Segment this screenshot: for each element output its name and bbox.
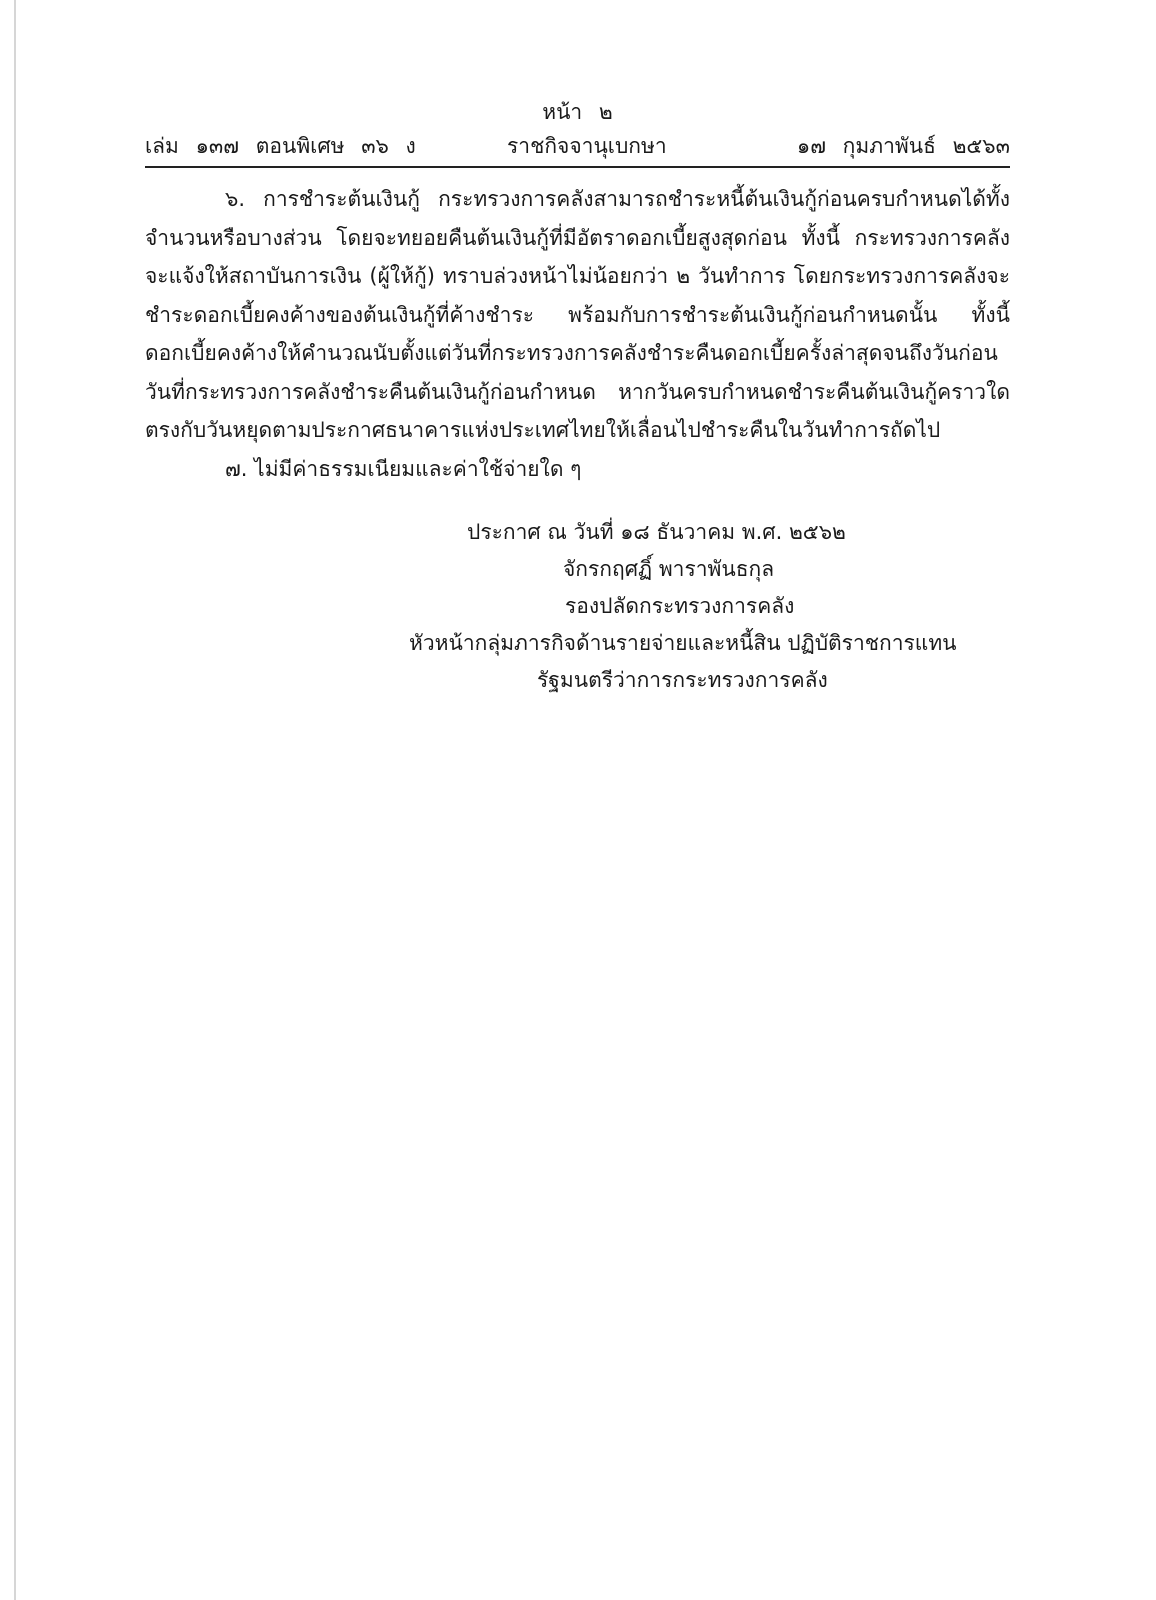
page-number: หน้า ๒ [542, 100, 613, 124]
minister-title: รัฐมนตรีว่าการกระทรวงการคลัง [537, 668, 828, 692]
volume-info: เล่ม ๑๓๗ ตอนพิเศษ ๓๖ ง [145, 134, 416, 158]
gazette-page [145, 96, 1010, 714]
publication-name: ราชกิจจานุเบกษา [507, 134, 667, 158]
page-edge [14, 0, 16, 1600]
gazette-header [145, 128, 1010, 164]
publication-date: ๑๗ กุมภาพันธ์ ๒๕๖๓ [796, 134, 1010, 158]
signature-block [145, 514, 1010, 714]
paragraph-7: ๗. ไม่มีค่าธรรมเนียมและค่าใช้จ่ายใด ๆ [225, 456, 582, 481]
signatory-name: จักรกฤศฏิ์ พาราพันธกุล [563, 557, 775, 581]
signatory-role: หัวหน้ากลุ่มภารกิจด้านรายจ่ายและหนี้สิน ปฏิบัติราชการแทน [409, 631, 957, 655]
document-body [145, 180, 1010, 488]
signatory-position: รองปลัดกระทรวงการคลัง [565, 594, 795, 618]
announcement-date: ประกาศ ณ วันที่ ๑๘ ธันวาคม พ.ศ. ๒๕๖๒ [467, 520, 846, 544]
paragraph-6: ๖. การชำระต้นเงินกู้ กระทรวงการคลังสามารถชำระหนี้ต้นเงินกู้ก่อนครบกำหนดได้ทั้งจำนวนหรือบางส่วน โดยจะทยอยคืนต้นเงินกู้ที่มีอัตราดอกเบี้ยสูงสุดก่อน ทั้งนี้ กระทรวงการคลังจะแจ้งให้สถาบันการเงิน (ผู้ให้กู้) ทราบล่วงหน้าไม่น้อยกว่า ๒ วันทำการ โดยกระทรวงการคลังจะชำระดอกเบี้ยคงค้างของต้นเงินกู้ที่ค้างชำระ พร้อมกับการชำระต้นเงินกู้ก่อนกำหนดนั้น ทั้งนี้ดอกเบี้ยคงค้างให้คำนวณนับตั้งแต่วันที่กระทรวงการคลังชำระคืนดอกเบี้ยครั้งล่าสุดจนถึงวันก่อนวันที่กระทรวงการคลังชำระคืนต้นเงินกู้ก่อนกำหนด หากวันครบกำหนดชำระคืนต้นเงินกู้คราวใดตรงกับวันหยุดตามประกาศธนาคารแห่งประเทศไทยให้เลื่อนไปชำระคืนในวันทำการถัดไป [145, 187, 1010, 442]
header-rule [145, 166, 1010, 168]
